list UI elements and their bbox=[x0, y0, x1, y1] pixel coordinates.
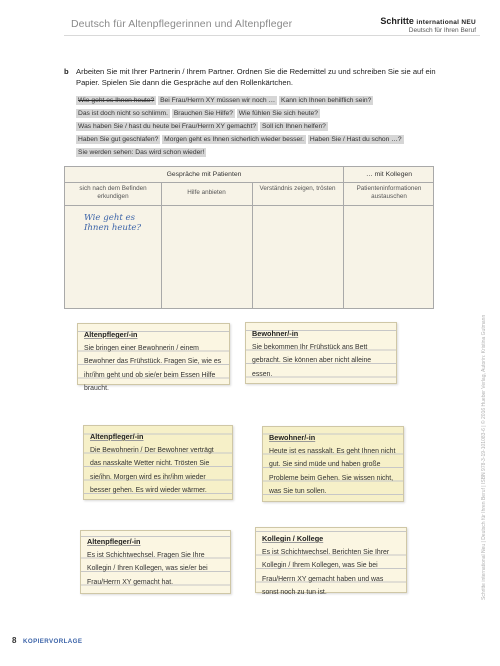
table-column-header: sich nach dem Befinden erkundigen bbox=[79, 185, 147, 200]
role-card-text: Heute ist es nasskalt. Es geht Ihnen nicht gut. Sie sind müde und haben große Probleme beim Gehen. Sie wissen nicht, was Sie tun sollen. bbox=[269, 447, 396, 495]
role-card-title: Altenpfleger/-in bbox=[87, 537, 141, 546]
header-title: Deutsch für Altenpflegerinnen und Altenpfleger bbox=[71, 18, 293, 30]
phrase-bank bbox=[76, 94, 436, 159]
task-instruction bbox=[64, 66, 444, 88]
role-card-title: Bewohner/-in bbox=[252, 329, 299, 338]
brand-main: Schritte bbox=[380, 16, 414, 26]
task-text: Arbeiten Sie mit Ihrer Partnerin / Ihrem Partner. Ordnen Sie die Redemittel zu und schreiben Sie sie auf ein Papier. Spielen Sie dann die Gespräche auf den Rollenkärtchen. bbox=[76, 67, 436, 87]
phrase-item: Haben Sie gut geschlafen? bbox=[78, 136, 159, 143]
brand-small: international NEU bbox=[416, 19, 476, 26]
header-divider bbox=[64, 35, 480, 36]
role-card-title: Bewohner/-in bbox=[269, 433, 316, 442]
phrase-item: Was haben Sie / hast du heute bei Frau/Herrn XY gemacht? bbox=[78, 123, 257, 130]
phrase-item: Morgen geht es Ihnen sicherlich wieder besser. bbox=[164, 136, 304, 143]
role-card-title: Kollegin / Kollege bbox=[262, 534, 324, 543]
phrase-item: Soll ich Ihnen helfen? bbox=[261, 123, 326, 130]
brand-subtitle: Deutsch für Ihren Beruf bbox=[408, 27, 476, 34]
role-card-text: Es ist Schichtwechsel. Berichten Sie Ihrer Kollegin / Ihrem Kollegen, was Sie bei Frau/Herrn XY gemacht haben und was sonst noch zu tun ist. bbox=[262, 548, 390, 596]
phrase-item: Bei Frau/Herrn XY müssen wir noch … bbox=[160, 97, 276, 104]
sorting-table bbox=[64, 166, 434, 309]
table-column-header: Hilfe anbieten bbox=[187, 189, 226, 196]
role-card bbox=[255, 527, 407, 596]
table-column-line bbox=[252, 182, 253, 308]
brand-logo bbox=[380, 16, 476, 26]
phrase-item: Wie geht es Ihnen heute? bbox=[78, 97, 155, 104]
role-card-text: Sie bekommen Ihr Frühstück ans Bett gebracht. Sie können aber nicht alleine essen. bbox=[252, 343, 372, 378]
footer-label: KOPIERVORLAGE bbox=[22, 638, 83, 645]
phrase-item: Haben Sie / Hast du schon …? bbox=[309, 136, 402, 143]
phrase-item: Sie werden sehen: Das wird schon wieder! bbox=[78, 149, 205, 156]
table-rule bbox=[65, 182, 433, 183]
page-number: 8 bbox=[12, 636, 17, 645]
task-label: b bbox=[64, 67, 69, 76]
role-card bbox=[245, 322, 397, 384]
role-card-title: Altenpfleger/-in bbox=[90, 432, 144, 441]
table-column-header: Verständnis zeigen, trösten bbox=[259, 185, 336, 192]
role-card bbox=[83, 425, 233, 500]
role-card-title: Altenpfleger/-in bbox=[84, 330, 138, 339]
brand-block bbox=[380, 16, 476, 34]
table-column-header: Patienteninformationen austauschen bbox=[356, 185, 422, 200]
table-group-colleagues: … mit Kollegen bbox=[365, 171, 413, 178]
table-column-line bbox=[343, 167, 344, 308]
role-card bbox=[77, 323, 230, 392]
copyright-sidebar: Schritte international Neu | Deutsch für Ihren Beruf | ISBN 978-3-19-101083-6 | © 2016 Hueber Verlag, Autorin: Kristina Gutmann bbox=[481, 314, 487, 600]
phrase-item: Das ist doch nicht so schlimm. bbox=[78, 110, 168, 117]
page-footer bbox=[12, 636, 82, 645]
table-rule bbox=[65, 205, 433, 206]
handwritten-example: Wie geht es Ihnen heute? bbox=[84, 213, 142, 233]
table-column-line bbox=[161, 182, 162, 308]
phrase-item: Kann ich Ihnen behilflich sein? bbox=[281, 97, 372, 104]
role-card-text: Es ist Schichtwechsel. Fragen Sie Ihre Kollegin / Ihren Kollegen, was sie/er bei Frau/Herrn XY gemacht hat. bbox=[87, 551, 208, 586]
phrase-item: Wie fühlen Sie sich heute? bbox=[238, 110, 318, 117]
role-card-text: Die Bewohnerin / Der Bewohner verträgt das nasskalte Wetter nicht. Trösten Sie sie/ihn. Morgen wird es ihr/ihm wieder besser gehen. Es wird wieder wärmer. bbox=[90, 446, 214, 494]
role-card-text: Sie bringen einer Bewohnerin / einem Bewohner das Frühstück. Fragen Sie, wie es ihr/ihm geht und ob sie/er beim Essen Hilfe braucht. bbox=[84, 344, 222, 392]
table-group-patients: Gespräche mit Patienten bbox=[166, 171, 242, 178]
role-card bbox=[262, 426, 404, 502]
role-card bbox=[80, 530, 231, 594]
phrase-item: Brauchen Sie Hilfe? bbox=[173, 110, 233, 117]
